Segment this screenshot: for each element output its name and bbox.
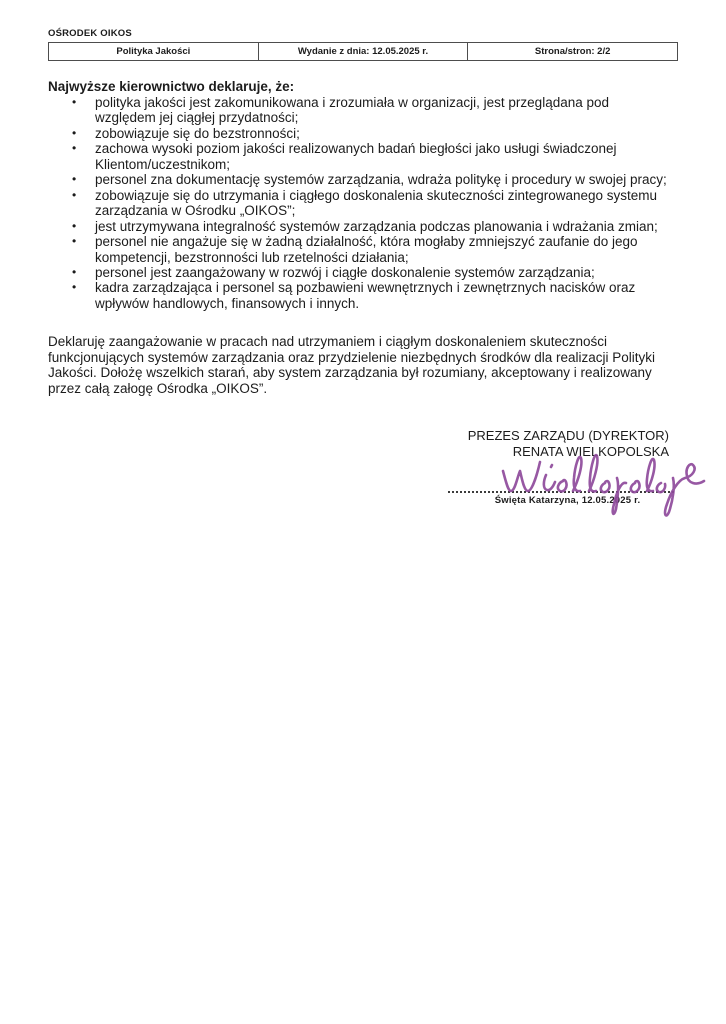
header-table-row (49, 43, 678, 61)
declaration-bullet-item: • personel nie angażuje się w żadną działalność, która mogłaby zmniejszyć zaufanie do jego kompetencji, bezstronności lub rzetelności działania; (95, 234, 673, 265)
signatory-title: PREZES ZARZĄDU (DYREKTOR) (467, 428, 669, 443)
handwritten-signature-icon (497, 447, 712, 522)
declaration-bullet-item: • zachowa wysoki poziom jakości realizowanych badań biegłości jako usługi świadczonej Klientom/uczestnikom; (95, 141, 673, 172)
declaration-bullet-list (48, 95, 673, 311)
header-cell-edition-date: Wydanie z dnia: 12.05.2025 r. (258, 43, 468, 61)
declaration-bullet-item: • zobowiązuje się do bezstronności; (95, 126, 673, 141)
declaration-bullet-item: • zobowiązuje się do utrzymania i ciągłego doskonalenia skuteczności zintegrowanego systemu zarządzania w Ośrodku „OIKOS”; (95, 188, 673, 219)
header-cell-document-title: Polityka Jakości (49, 43, 259, 61)
declaration-bullet-item: • personel jest zaangażowany w rozwój i ciągłe doskonalenie systemów zarządzania; (95, 265, 673, 280)
signatory-name: RENATA WIELKOPOLSKA (512, 443, 669, 459)
document-header-table (48, 42, 678, 61)
closing-paragraph: Deklaruję zaangażowanie w pracach nad utrzymaniem i ciągłym doskonaleniem skuteczności funkcjonujących systemów zarządzania oraz przydzielenie niezbędnych środków dla realizacji Polityki Jakości. Dołożę wszelkich starań, aby system zarządzania był rozumiany, akceptowany i realizowany przez całą załogę Ośrodka „OIKOS”. (48, 334, 656, 396)
signature-stroke (503, 455, 704, 515)
declaration-bullet-item: • kadra zarządzająca i personel są pozbawieni wewnętrznych i zewnętrznych nacisków oraz wpływów handlowych, finansowych i innych. (95, 280, 673, 311)
header-cell-page-number: Strona/stron: 2/2 (468, 43, 678, 61)
declaration-heading: Najwyższe kierownictwo deklaruje, że: (48, 79, 295, 94)
declaration-bullet-item: • personel zna dokumentację systemów zarządzania, wdraża politykę i procedury w swojej pracy; (95, 172, 673, 187)
declaration-bullet-item: • polityka jakości jest zakomunikowana i zrozumiała w organizacji, jest przeglądana pod względem jej ciągłej przydatności; (95, 95, 673, 126)
company-name: OŚRODEK OIKOS (48, 28, 132, 39)
place-and-date: Święta Katarzyna, 12.05.2025 r. (494, 495, 641, 506)
declaration-bullet-item: • jest utrzymywana integralność systemów zarządzania podczas planowania i wdrażania zmian; (95, 219, 673, 234)
